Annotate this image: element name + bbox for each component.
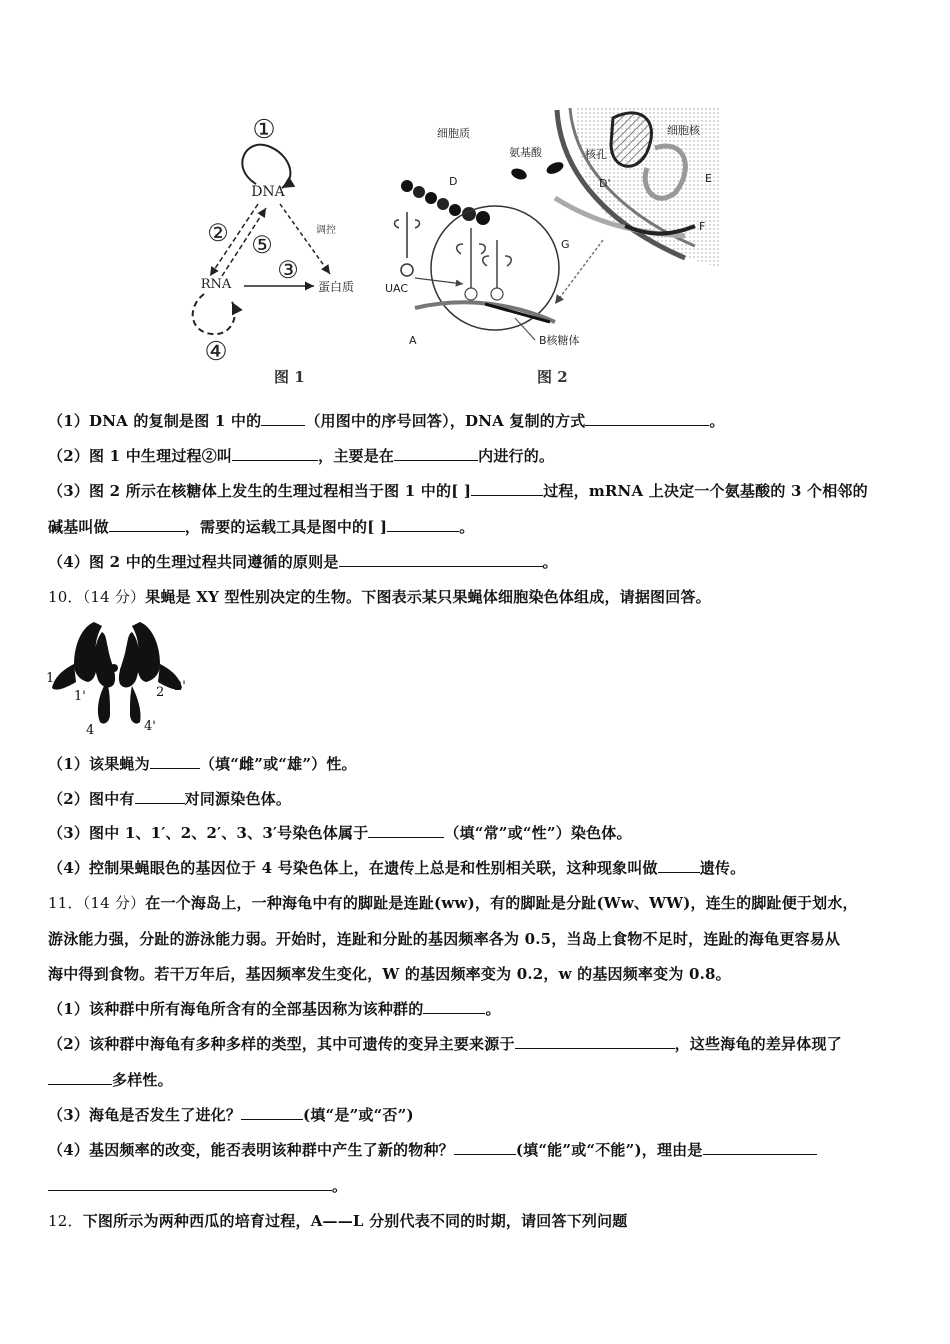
q11-blank-6[interactable] <box>703 1140 817 1155</box>
q9-part2: （2）图 1 中生理过程②叫 ，主要是在 内进行的。 <box>48 447 555 465</box>
chrom-label-2: 2 <box>156 685 165 700</box>
figure-1-central-dogma <box>190 108 360 390</box>
figure2-label-d: D <box>449 175 458 188</box>
q9-blank-6[interactable] <box>109 517 185 532</box>
q11-blank-7[interactable] <box>48 1176 332 1191</box>
figure2-caption: 图 2 <box>537 368 568 386</box>
q9-blank-8[interactable] <box>339 552 543 567</box>
q9-blank-4[interactable] <box>394 446 478 461</box>
q10-blank-2[interactable] <box>135 789 185 804</box>
figure1-circle-4: ④ <box>204 337 228 367</box>
figure2-nuclear-pore: 核孔 <box>585 148 607 161</box>
q11-blank-2[interactable] <box>515 1034 675 1049</box>
free-trna <box>395 212 420 276</box>
q11-blank-5[interactable] <box>454 1140 516 1155</box>
figure2-label-g: G <box>561 238 570 251</box>
q9-blank-3[interactable] <box>232 446 318 461</box>
figure2-nucleus: 细胞核 <box>667 124 700 137</box>
figure1-protein: 蛋白质 <box>318 280 355 294</box>
amino-acid-molecules <box>510 160 565 182</box>
figure1-circle-5: ⑤ <box>251 231 273 259</box>
q10-blank-1[interactable] <box>150 754 200 769</box>
figure2-anticodon: UAC <box>385 282 409 295</box>
figure1-caption: 图 1 <box>274 368 305 386</box>
figure1-dna: DNA <box>251 184 285 200</box>
figure2-amino-acid: 氨基酸 <box>509 146 542 159</box>
q12-stem: 12．下图所示为两种西瓜的培育过程，A——L 分别代表不同的时期，请回答下列问题 <box>48 1212 628 1230</box>
q10-part4: （4）控制果蝇眼色的基因位于 4 号染色体上，在遗传上总是和性别相关联，这种现象叫做 遗传。 <box>48 859 746 877</box>
q10-stem: 10．（14 分）果蝇是 XY 型性别决定的生物。下图表示某只果蝇体细胞染色体组成，请据图回答。 <box>48 588 711 606</box>
chromosome-figure <box>44 618 194 738</box>
q11-part4-cont: 。 <box>48 1175 347 1196</box>
figure1-circle-1: ① <box>252 115 276 145</box>
q11-stem-line1: 11．（14 分）在一个海岛上，一种海龟中有的脚趾是连趾(ww)，有的脚趾是分趾(Ww、WW)，连生的脚趾便于划水， <box>48 894 858 912</box>
replication-loop <box>242 145 290 188</box>
ribosome-pointer <box>515 318 535 340</box>
bound-trna-pair <box>457 228 512 300</box>
chrom-label-2p: 2' <box>174 679 186 694</box>
figure-2-translation <box>385 108 720 390</box>
q10-part1: （1）该果蝇为 （填“雌”或“雄”）性。 <box>48 755 357 773</box>
figure2-label-e: E <box>705 172 712 185</box>
chromosome-pair-4 <box>98 686 141 724</box>
q11-blank-3[interactable] <box>48 1070 112 1085</box>
q11-part3: （3）海龟是否发生了进化？ (填“是”或“否”) <box>48 1106 414 1124</box>
q10-blank-4[interactable] <box>658 858 700 873</box>
q9-part1: （1）DNA 的复制是图 1 中的 （用图中的序号回答），DNA 复制的方式 。 <box>48 412 725 430</box>
q10-part2: （2）图中有 对同源染色体。 <box>48 790 292 808</box>
rna-replication-loop <box>193 294 235 334</box>
q9-part3: （3）图 2 所示在核糖体上发生的生理过程相当于图 1 中的[ ] 过程，mRNA 上决定一个氨基酸的 3 个相邻的 <box>48 482 868 500</box>
figure1-circle-2: ② <box>207 219 229 247</box>
q9-blank-1[interactable] <box>261 411 305 426</box>
q9-blank-7[interactable] <box>387 517 459 532</box>
figure1-rna: RNA <box>200 277 232 292</box>
figure2-cytoplasm: 细胞质 <box>437 127 470 140</box>
q11-part2: （2）该种群中海龟有多种多样的类型，其中可遗传的变异主要来源于 ，这些海龟的差异体现了 <box>48 1035 842 1053</box>
q9-blank-5[interactable] <box>471 481 543 496</box>
figure2-label-f: F <box>699 220 706 233</box>
q11-part2-cont: 多样性。 <box>48 1069 173 1090</box>
chrom-label-3p: 3' <box>124 671 136 686</box>
q11-blank-1[interactable] <box>423 999 485 1014</box>
arrow-to-ribosome <box>415 278 463 284</box>
figure2-label-a: A <box>409 334 417 347</box>
q9-part4: （4）图 2 中的生理过程共同遵循的原则是 。 <box>48 553 558 571</box>
ribosome-large-subunit <box>431 206 559 330</box>
chrom-label-1p: 1' <box>74 689 86 704</box>
chrom-label-1: 1 <box>46 671 55 686</box>
figure2-ribosome: B核糖体 <box>539 334 580 347</box>
figure1-circle-3: ③ <box>277 256 299 284</box>
q11-part4: （4）基因频率的改变，能否表明该种群中产生了新的物种？ (填“能”或“不能”)，理由是 <box>48 1139 817 1160</box>
chrom-label-3: 3 <box>104 671 113 686</box>
q10-blank-3[interactable] <box>368 823 444 838</box>
q9-part3-cont: 碱基叫做 ，需要的运载工具是图中的[ ] 。 <box>48 518 475 536</box>
mrna-dark-segment <box>485 304 550 322</box>
q10-part3: （3）图中 1、1′、2、2′、3、3′号染色体属于 （填“常”或“性”）染色体。 <box>48 824 632 842</box>
chrom-label-4p: 4' <box>144 719 156 734</box>
q11-blank-4[interactable] <box>241 1105 303 1120</box>
q9-blank-2[interactable] <box>585 411 709 426</box>
q11-stem-line2: 游泳能力强，分趾的游泳能力弱。开始时，连趾和分趾的基因频率各为 0.5，当岛上食物不足时，连趾的海龟更容易从 <box>48 930 841 948</box>
polypeptide-chain <box>401 180 490 225</box>
q11-part1: （1）该种群中所有海龟所含有的全部基因称为该种群的 。 <box>48 1000 501 1018</box>
figure1-regulate: 调控 <box>316 225 336 236</box>
figure2-label-d2: D' <box>599 177 611 190</box>
chrom-label-4: 4 <box>86 723 95 738</box>
q11-stem-line3: 海中得到食物。若干万年后，基因频率发生变化，W 的基因频率变为 0.2，w 的基因频率变为 0.8。 <box>48 965 731 983</box>
